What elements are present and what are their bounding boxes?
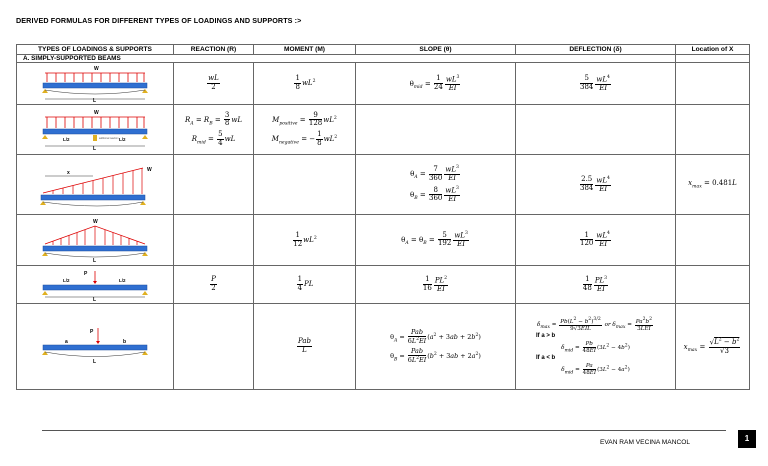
- slope-cell: $\frac{1}{16}$ $\frac{PL^2}{EI}$: [356, 266, 516, 304]
- header-slope: SLOPE (θ): [356, 45, 516, 55]
- point-load-label: P: [84, 270, 88, 277]
- location-cell: [676, 215, 750, 266]
- location-cell: $x_{max}$ = $\frac{√L^2 - b^2}{√3}$: [676, 304, 750, 390]
- moment-cell: $M_{positive}$ = $\frac{9}{128}$ $wL^2$ $M_{negative}$ = − $\frac{1}{8}$ $wL^2$: [254, 105, 356, 155]
- load-label: W: [94, 109, 99, 116]
- half-span-left: L/2: [63, 136, 70, 142]
- header-reaction: REACTION (R): [174, 45, 254, 55]
- header-deflection: DEFLECTION (δ): [516, 45, 676, 55]
- location-cell: [676, 63, 750, 105]
- page-title: DERIVED FORMULAS FOR DIFFERENT TYPES OF LOADINGS AND SUPPORTS :>: [16, 16, 302, 25]
- page-number: 1: [738, 430, 756, 448]
- section-title: A. SIMPLY-SUPPORTED BEAMS: [17, 55, 676, 63]
- table-row: [17, 266, 750, 304]
- span-label: L: [93, 258, 97, 263]
- deflection-cell: [516, 105, 676, 155]
- slope-cell: $\theta_A$ = $\frac{7}{360}$ $\frac{wL^3}{EI}$ $\theta_B$ = $\frac{8}{360}$ $\frac{wL^3}{EI}$: [356, 155, 516, 215]
- formula-table: [16, 44, 750, 390]
- support-note: additional reaction: [99, 136, 119, 140]
- deflection-cell: $\frac{5}{384}$ $\frac{wL^4}{EI}$: [516, 63, 676, 105]
- condition-a-lt-b: If a < b: [536, 355, 556, 362]
- slope-cell: $\theta_{mid}$ = $\frac{1}{24}$ $\frac{wL^3}{EI}$: [356, 63, 516, 105]
- diagram-eccentric-point-load: [17, 304, 174, 390]
- span-label: L: [93, 358, 97, 365]
- half-span-right: L/2: [119, 136, 126, 142]
- reaction-cell: [174, 304, 254, 390]
- moment-cell: Pab L: [254, 304, 356, 390]
- deflection-cell: $\frac{2.5}{384}$ $\frac{wL^4}{EI}$: [516, 155, 676, 215]
- header-moment: MOMENT (M): [254, 45, 356, 55]
- location-cell: [676, 105, 750, 155]
- span-label: L: [93, 145, 97, 151]
- slope-cell: [356, 105, 516, 155]
- diagram-continuous-load: [17, 105, 174, 155]
- table-row: [17, 63, 750, 105]
- half-span-right: L/2: [119, 277, 126, 283]
- deflection-cell: $\delta_{max}$ = $Pb(L^2 - b^2)^{3/2}$ 9√3EIL or $\delta_{max}$ = $Pa^2b^2$ 3LEI If a > b $\delta_{mid}$ = $\frac{Pb}{48EI}$ $(3L^2 - 4b^2)$ If a < b $\delta_{mid}$ = $\frac{Pa}{48EI}$ $(3L^2 - 4a^2)$: [516, 304, 676, 390]
- location-cell: $x_{max} = 0.481L$: [676, 155, 750, 215]
- header-types: TYPES OF LOADINGS & SUPPORTS: [17, 45, 174, 55]
- x-label: x: [67, 169, 70, 176]
- moment-cell: $\frac{1}{12}$ $wL^2$: [254, 215, 356, 266]
- reaction-cell: [174, 215, 254, 266]
- table-row: [17, 155, 750, 215]
- point-load-label: P: [90, 328, 94, 335]
- half-span-left: L/2: [63, 277, 70, 283]
- diagram-peak-load: [17, 215, 174, 266]
- load-label: W: [93, 219, 98, 225]
- reaction-cell: $R_A = R_B$ = $\frac{3}{8}$ wL $R_{mid}$ = $\frac{5}{4}$ wL: [174, 105, 254, 155]
- footer-divider: [42, 430, 726, 431]
- header-location: Location of X: [676, 45, 750, 55]
- diagram-uniform-load: [17, 63, 174, 105]
- footer-author: EVAN RAM VECINA MANCOL: [600, 439, 691, 446]
- slope-cell: $\theta_A = \theta_B$ = $\frac{5}{192}$ $\frac{wL^3}{EI}$: [356, 215, 516, 266]
- moment-cell: $\frac{1}{4}$ PL: [254, 266, 356, 304]
- reaction-cell: $\frac{P}{2}$: [174, 266, 254, 304]
- deflection-cell: $\frac{1}{48}$ $\frac{PL^3}{EI}$: [516, 266, 676, 304]
- diagram-center-point-load: [17, 266, 174, 304]
- diagram-triangular-load: [17, 155, 174, 215]
- moment-cell: $\frac{1}{8}$ $wL^2$: [254, 63, 356, 105]
- reaction-cell: $\frac{wL}{2}$: [174, 63, 254, 105]
- dimension-a: a: [65, 338, 68, 345]
- slope-cell: $\theta_A$ = Pab $6L^2EI$ $(a^2 + 3ab + 2b^2)$ $\theta_B$ = Pab $6L^2EI$ $(b^2 + 3ab + 2a^2)$: [356, 304, 516, 390]
- location-cell: [676, 266, 750, 304]
- section-row: [17, 55, 750, 63]
- span-label: L: [93, 296, 97, 302]
- reaction-cell: [174, 155, 254, 215]
- span-label: L: [93, 97, 97, 103]
- condition-a-gt-b: If a > b: [536, 332, 556, 339]
- load-label: W: [147, 166, 152, 173]
- dimension-b: b: [123, 338, 127, 345]
- table-row: [17, 215, 750, 266]
- table-row: [17, 105, 750, 155]
- moment-cell: [254, 155, 356, 215]
- table-row: [17, 304, 750, 390]
- deflection-cell: $\frac{1}{120}$ $\frac{wL^4}{EI}$: [516, 215, 676, 266]
- header-row: [17, 45, 750, 55]
- load-label: W: [94, 65, 99, 72]
